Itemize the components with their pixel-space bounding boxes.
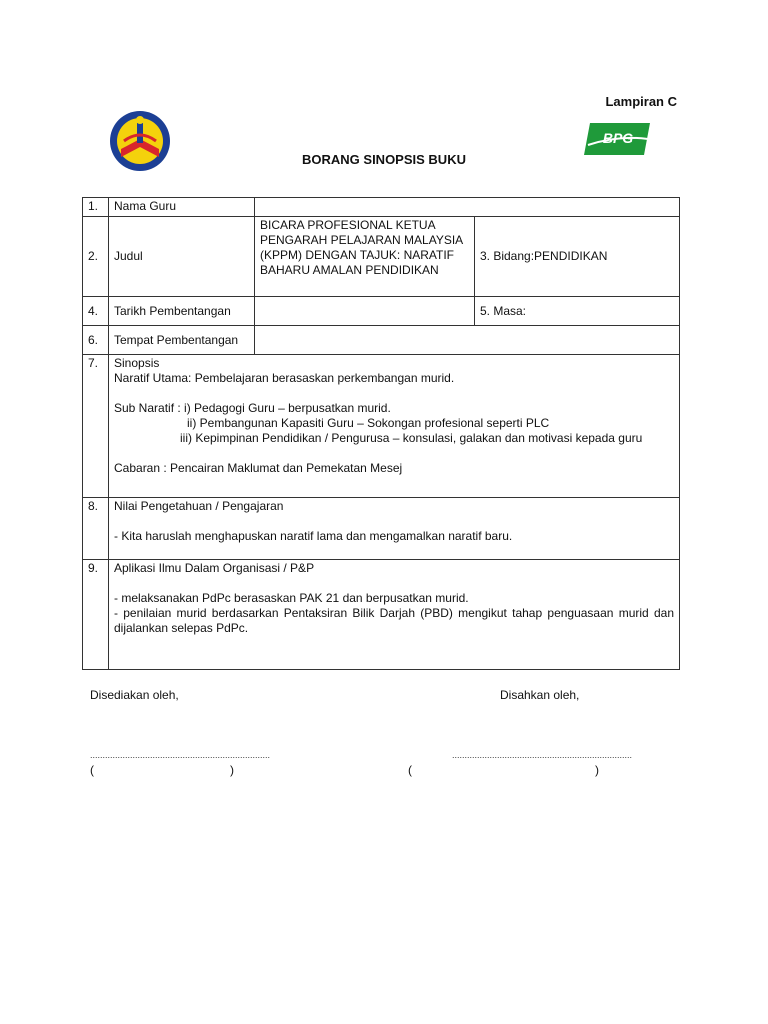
sinopsis-naratif-utama: Naratif Utama: Pembelajaran berasaskan perkembangan murid. <box>114 371 455 385</box>
label-tempat: Tempat Pembentangan <box>109 326 255 355</box>
prepared-by-label: Disediakan oleh, <box>90 688 179 702</box>
row-number: 9. <box>83 560 109 670</box>
synopsis-form-table <box>82 197 680 670</box>
label-tarikh: Tarikh Pembentangan <box>109 297 255 326</box>
nilai-heading: Nilai Pengetahuan / Pengajaran <box>114 499 284 513</box>
sinopsis-sub-naratif-iii: iii) Kepimpinan Pendidikan / Pengurusa – konsulasi, galakan dan motivasi kepada guru <box>180 431 643 445</box>
label-judul: Judul <box>109 217 255 297</box>
label-nama-guru: Nama Guru <box>109 198 255 217</box>
field-nama-guru[interactable] <box>255 198 680 217</box>
row-tarikh <box>83 297 680 326</box>
row-number: 8. <box>83 498 109 560</box>
approved-by-label: Disahkan oleh, <box>500 688 580 702</box>
aplikasi-heading: Aplikasi Ilmu Dalam Organisasi / P&P <box>114 561 315 575</box>
row-nama-guru <box>83 198 680 217</box>
field-nilai[interactable] <box>109 498 680 560</box>
approved-name-close-paren: ) <box>595 763 599 777</box>
prepared-signature-line[interactable]: ........................................................................ <box>90 750 271 760</box>
lampiran-label: Lampiran C <box>605 94 677 109</box>
field-aplikasi[interactable] <box>109 560 680 670</box>
row-tempat <box>83 326 680 355</box>
row-aplikasi <box>83 560 680 670</box>
approved-signature-line[interactable]: ........................................................................ <box>452 750 633 760</box>
form-title: BORANG SINOPSIS BUKU <box>302 152 466 167</box>
row-number: 4. <box>83 297 109 326</box>
row-nilai <box>83 498 680 560</box>
spacer <box>114 386 674 401</box>
aplikasi-line-2: - penilaian murid berdasarkan Pentaksiran Bilik Darjah (PBD) mengikut tahap penguasaan murid dan dijalankan selepas PdPc. <box>114 606 674 635</box>
row-number: 2. <box>83 217 109 297</box>
row-sinopsis <box>83 355 680 498</box>
sinopsis-sub-naratif-ii: ii) Pembangunan Kapasiti Guru – Sokongan profesional seperti PLC <box>187 416 550 430</box>
field-tempat[interactable] <box>255 326 680 355</box>
spacer <box>114 446 674 461</box>
prepared-name-close-paren: ) <box>230 763 234 777</box>
sinopsis-cabaran: Cabaran : Pencairan Maklumat dan Pemekatan Mesej <box>114 461 403 475</box>
aplikasi-line-1: - melaksanakan PdPc berasaskan PAK 21 dan berpusatkan murid. <box>114 591 469 605</box>
row-number: 1. <box>83 198 109 217</box>
spacer <box>114 576 674 591</box>
sinopsis-sub-naratif: Sub Naratif : i) Pedagogi Guru – berpusatkan murid. <box>114 401 391 415</box>
field-tarikh[interactable] <box>255 297 475 326</box>
spacer <box>114 514 674 529</box>
nilai-line-1: - Kita haruslah menghapuskan naratif lama dan mengamalkan naratif baru. <box>114 529 513 543</box>
sinopsis-heading: Sinopsis <box>114 356 160 370</box>
row-number: 6. <box>83 326 109 355</box>
row-number: 7. <box>83 355 109 498</box>
row-judul <box>83 217 680 297</box>
field-bidang[interactable]: 3. Bidang:PENDIDIKAN <box>475 217 680 297</box>
prepared-name-open-paren: ( <box>90 763 94 777</box>
field-sinopsis[interactable] <box>109 355 680 498</box>
svg-text:BPG: BPG <box>602 130 634 146</box>
field-judul[interactable]: BICARA PROFESIONAL KETUA PENGARAH PELAJARAN MALAYSIA (KPPM) DENGAN TAJUK: NARATIF BAHARU AMALAN PENDIDIKAN <box>255 217 475 297</box>
approved-name-open-paren: ( <box>408 763 412 777</box>
field-masa[interactable]: 5. Masa: <box>475 297 680 326</box>
